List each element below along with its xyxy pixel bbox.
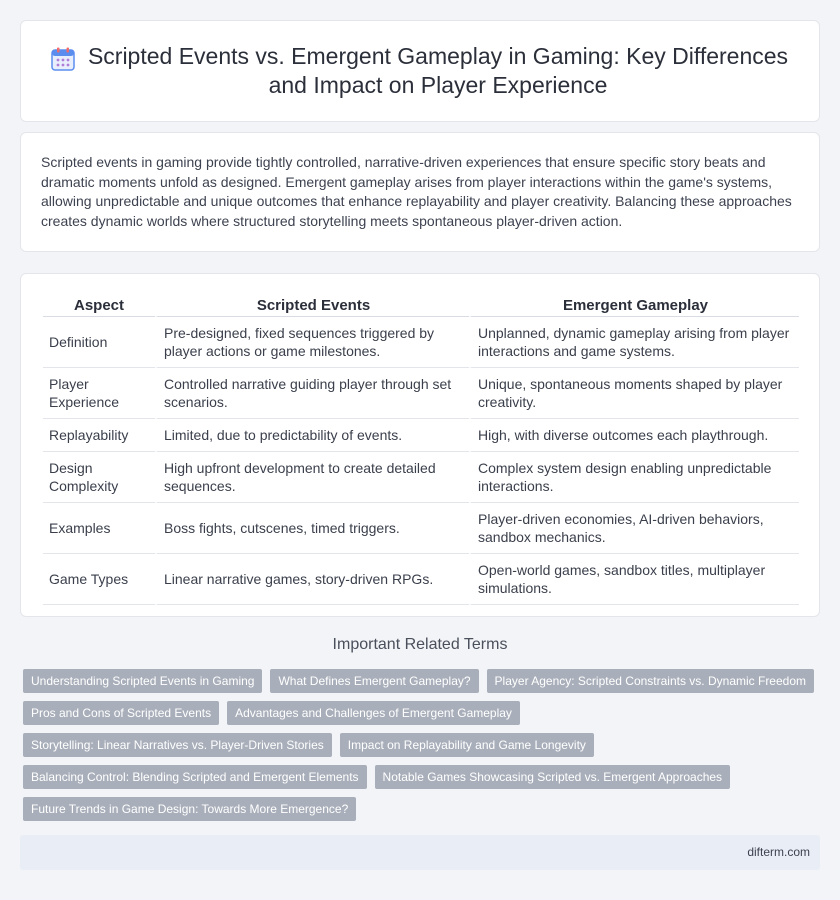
title-wrap — [50, 42, 790, 100]
row-scripted: Linear narrative games, story-driven RPGs. — [155, 554, 469, 605]
header-card — [20, 20, 820, 122]
row-aspect: Game Types — [43, 554, 155, 605]
comparison-card — [20, 273, 820, 617]
related-term-link[interactable]: Understanding Scripted Events in Gaming — [23, 669, 262, 693]
header-emergent: Emergent Gameplay — [469, 294, 799, 317]
footer-site-link[interactable]: difterm.com — [747, 845, 810, 859]
intro-card — [20, 132, 820, 252]
intro-paragraph: Scripted events in gaming provide tightly controlled, narrative-driven experiences that ensure specific story beats and dramatic moments unfold as designed. Emergent gameplay arises from player interactions within the game's systems, allowing unpredictable and unique outcomes that enhance replayability and player creativity. Balancing these approaches creates dynamic worlds where structured storytelling meets spontaneous player-driven action. — [41, 154, 792, 229]
related-terms-list — [23, 669, 823, 821]
row-scripted: High upfront development to create detailed sequences. — [155, 452, 469, 503]
row-emergent: Player-driven economies, AI-driven behaviors, sandbox mechanics. — [469, 503, 799, 554]
comparison-table — [43, 294, 799, 605]
related-term-link[interactable]: Impact on Replayability and Game Longevity — [340, 733, 594, 757]
table-header-row — [43, 294, 799, 317]
row-scripted: Controlled narrative guiding player through set scenarios. — [155, 368, 469, 419]
table-row — [43, 554, 799, 605]
table-row — [43, 419, 799, 452]
table-row — [43, 452, 799, 503]
row-aspect: Examples — [43, 503, 155, 554]
related-term-link[interactable]: Notable Games Showcasing Scripted vs. Emergent Approaches — [375, 765, 731, 789]
related-term-link[interactable]: What Defines Emergent Gameplay? — [270, 669, 478, 693]
related-term-link[interactable]: Storytelling: Linear Narratives vs. Player-Driven Stories — [23, 733, 332, 757]
related-terms-title: Important Related Terms — [332, 636, 508, 653]
row-emergent: Unplanned, dynamic gameplay arising from player interactions and game systems. — [469, 317, 799, 368]
related-term-link[interactable]: Advantages and Challenges of Emergent Gameplay — [227, 701, 520, 725]
page-title: Scripted Events vs. Emergent Gameplay in Gaming: Key Differences and Impact on Player Experience — [87, 43, 789, 98]
table-row — [43, 368, 799, 419]
table-row — [43, 317, 799, 368]
row-aspect: Design Complexity — [43, 452, 155, 503]
related-term-link[interactable]: Future Trends in Game Design: Towards More Emergence? — [23, 797, 356, 821]
row-aspect: Replayability — [43, 419, 155, 452]
row-scripted: Pre-designed, fixed sequences triggered by player actions or game milestones. — [155, 317, 469, 368]
footer — [20, 835, 820, 870]
row-emergent: Open-world games, sandbox titles, multiplayer simulations. — [469, 554, 799, 605]
row-aspect: Definition — [43, 317, 155, 368]
header-aspect: Aspect — [43, 294, 155, 317]
row-emergent: Unique, spontaneous moments shaped by player creativity. — [469, 368, 799, 419]
table-row — [43, 503, 799, 554]
row-emergent: Complex system design enabling unpredictable interactions. — [469, 452, 799, 503]
related-term-link[interactable]: Balancing Control: Blending Scripted and Emergent Elements — [23, 765, 367, 789]
related-term-link[interactable]: Pros and Cons of Scripted Events — [23, 701, 219, 725]
row-aspect: Player Experience — [43, 368, 155, 419]
calendar-icon — [50, 46, 76, 72]
header-scripted: Scripted Events — [155, 294, 469, 317]
row-scripted: Limited, due to predictability of events. — [155, 419, 469, 452]
row-scripted: Boss fights, cutscenes, timed triggers. — [155, 503, 469, 554]
related-term-link[interactable]: Player Agency: Scripted Constraints vs. Dynamic Freedom — [487, 669, 814, 693]
row-emergent: High, with diverse outcomes each playthrough. — [469, 419, 799, 452]
